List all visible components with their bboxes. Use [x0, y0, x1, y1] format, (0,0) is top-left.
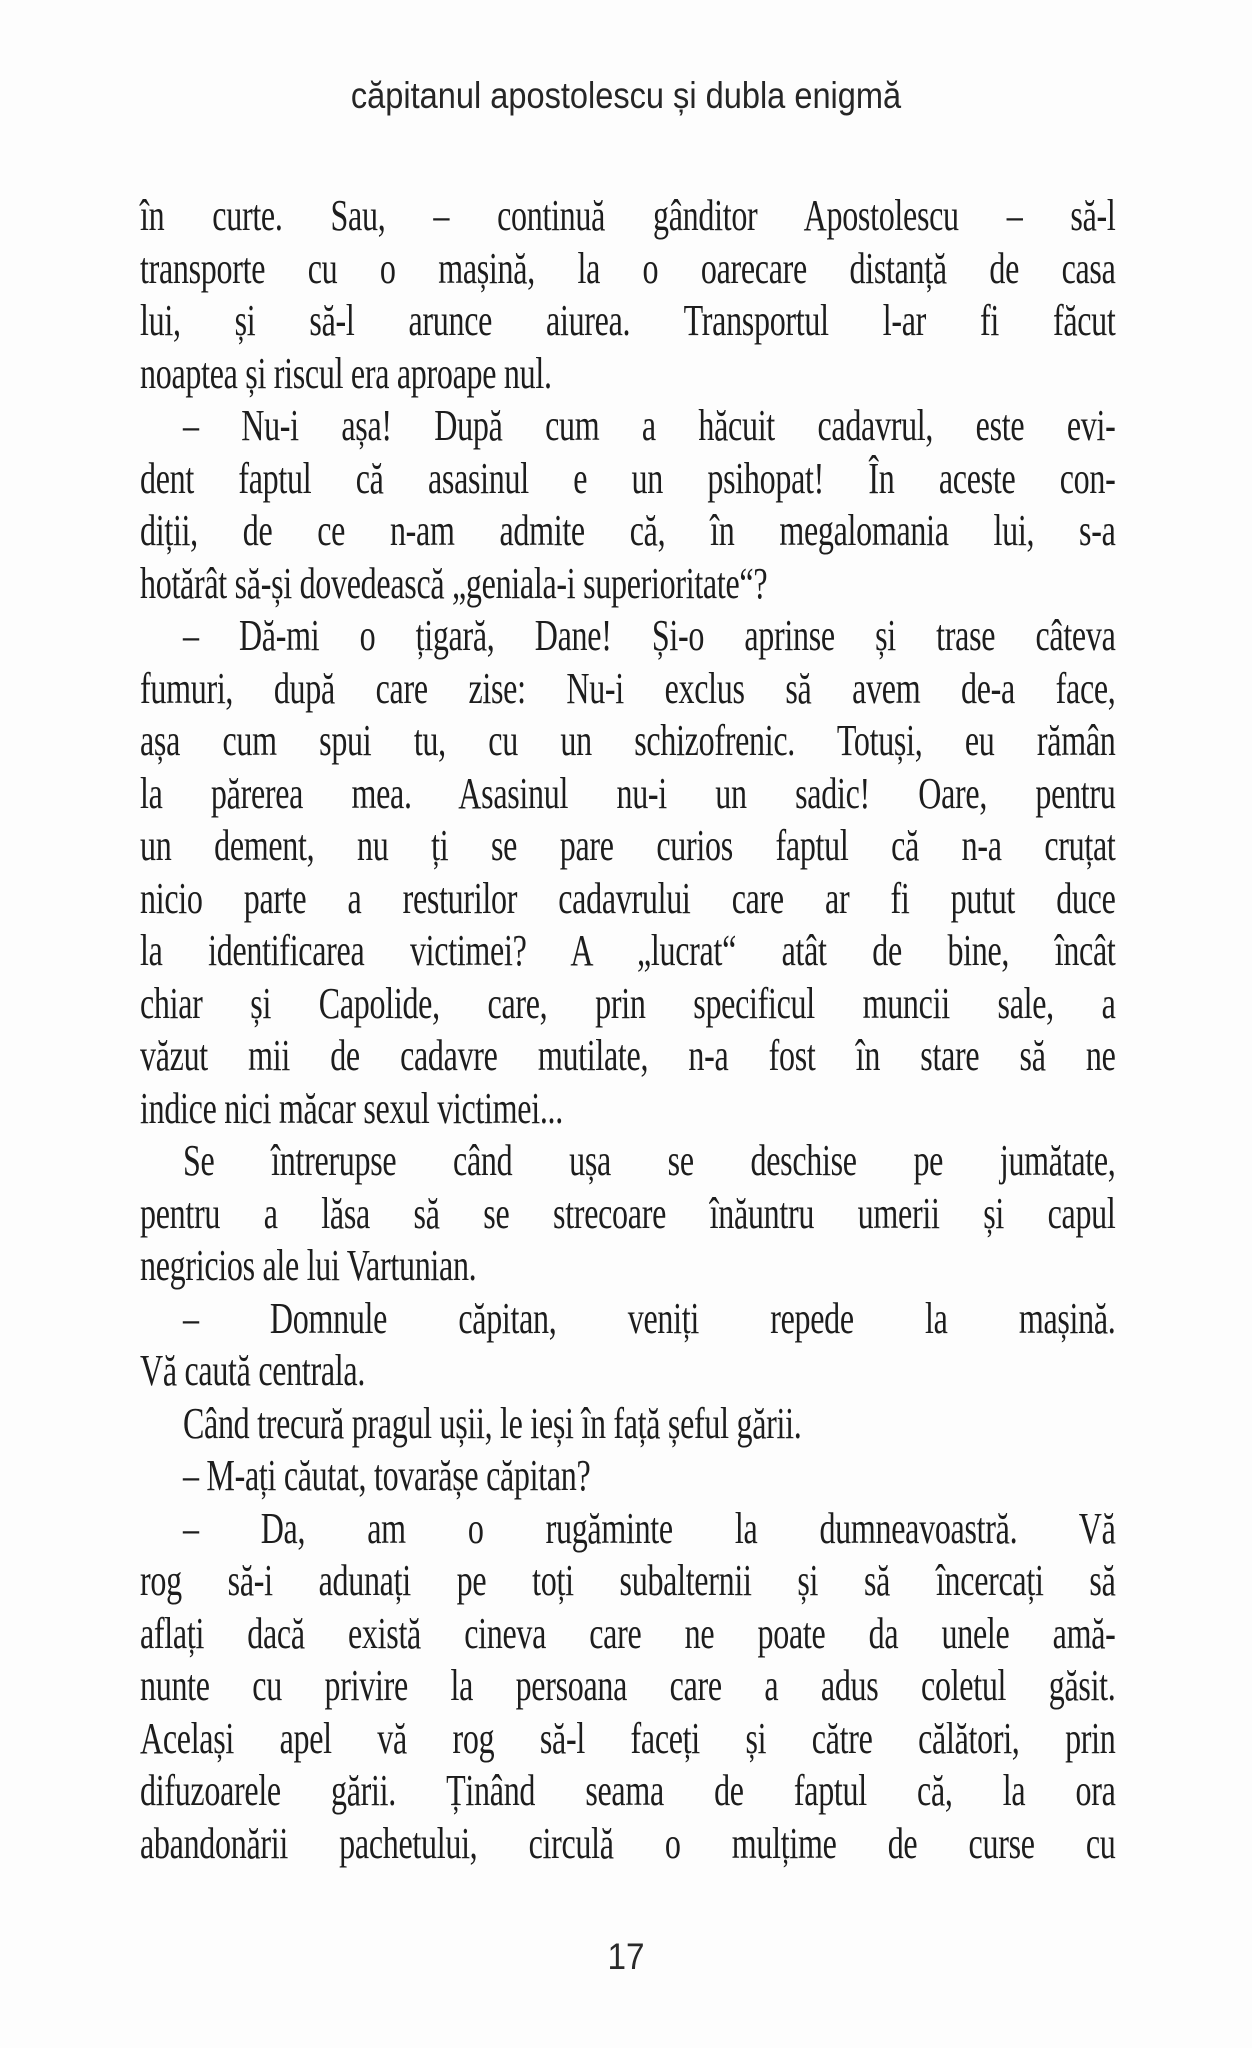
text-line: difuzoarele gării. Ținând seama de faptul că, la ora — [140, 1766, 1116, 1815]
text-line: – M-ați căutat, tovarășe căpitan? — [182, 1451, 591, 1500]
text-line: la părerea mea. Asasinul nu-i un sadic! Oare, pentru — [140, 768, 1116, 818]
text-line: Vă caută centrala. — [140, 1346, 366, 1395]
text-line: văzut mii de cadavre mutilate, n-a fost în stare să ne — [140, 1031, 1116, 1080]
text-line: – Domnule căpitan, veniți repede la mașină. — [182, 1293, 1116, 1343]
text-line: hotărât să-și dovedească „geniala-i superioritate“? — [140, 558, 768, 608]
text-line: – Nu-i așa! După cum a hăcuit cadavrul, este evi- — [182, 401, 1116, 450]
text-line: așa cum spui tu, cu un schizofrenic. Totuși, eu rămân — [140, 716, 1116, 765]
text-line: un dement, nu ți se pare curios faptul că n-a cruțat — [140, 821, 1116, 870]
text-line: pentru a lăsa să se strecoare înăuntru umerii și capul — [140, 1188, 1116, 1238]
text-line: rog să-i adunați pe toți subalternii și să încercați să — [140, 1556, 1116, 1605]
running-header: căpitanul apostolescu și dubla enigmă — [350, 75, 902, 116]
text-line: la identificarea victimei? A „lucrat“ atât de bine, încât — [140, 926, 1116, 975]
text-line: dent faptul că asasinul e un psihopat! În aceste con- — [140, 453, 1116, 503]
text-line: în curte. Sau, – continuă gânditor Apostolescu – să-l — [140, 191, 1116, 240]
text-line: nunte cu privire la persoana care a adus coletul găsit. — [140, 1661, 1116, 1710]
text-line: Se întrerupse când ușa se deschise pe jumătate, — [182, 1136, 1116, 1185]
text-line: fumuri, după care zise: Nu-i exclus să avem de-a face, — [140, 663, 1116, 713]
text-block — [140, 190, 1116, 1870]
text-line: indice nici măcar sexul victimei... — [140, 1083, 563, 1133]
text-line: – Da, am o rugăminte la dumneavoastră. Vă — [182, 1503, 1116, 1553]
text-line: diții, de ce n-am admite că, în megalomania lui, s-a — [140, 506, 1116, 555]
text-line: aflați dacă există cineva care ne poate da unele amă- — [140, 1608, 1116, 1658]
text-line: Când trecură pragul ușii, le ieși în față șeful gării. — [182, 1398, 802, 1448]
text-line: transporte cu o mașină, la o oarecare distanță de casa — [140, 243, 1116, 293]
text-line: chiar și Capolide, care, prin specificul muncii sale, a — [140, 978, 1116, 1028]
text-line: nicio parte a resturilor cadavrului care ar fi putut duce — [140, 873, 1116, 923]
text-line: lui, și să-l arunce aiurea. Transportul l-ar fi făcut — [140, 296, 1116, 345]
text-line: Același apel vă rog să-l faceți și către călători, prin — [140, 1713, 1116, 1763]
text-line: noaptea și riscul era aproape nul. — [140, 348, 552, 398]
text-line: – Dă-mi o țigară, Dane! Și-o aprinse și trase câteva — [182, 611, 1116, 660]
page-number: 17 — [607, 1936, 645, 1977]
text-line: negricios ale lui Vartunian. — [140, 1241, 477, 1290]
text-line: abandonării pachetului, circulă o mulțime de curse cu — [140, 1818, 1116, 1868]
